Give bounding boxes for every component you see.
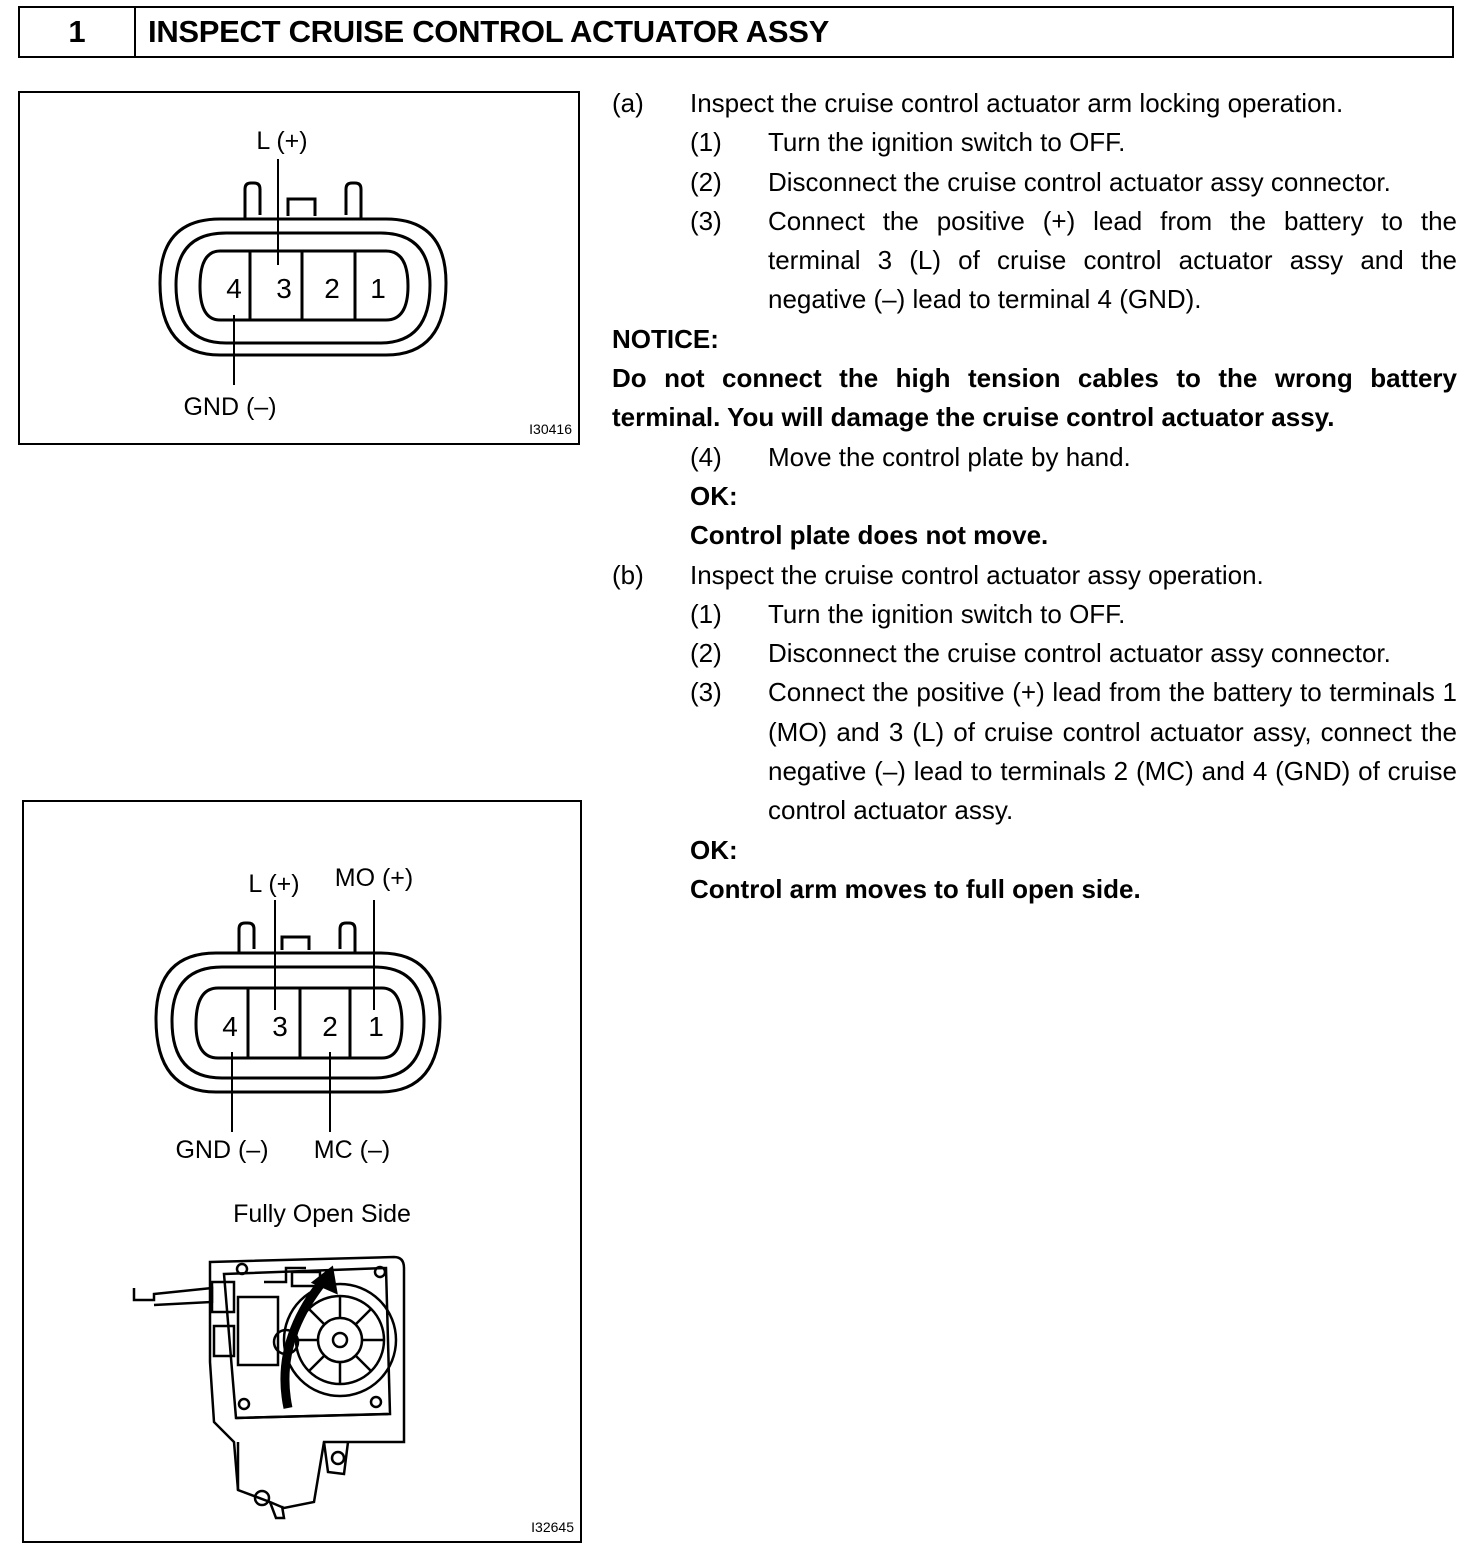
pin-3: 3: [276, 273, 292, 304]
section-b-steps: [690, 595, 1457, 909]
section-a-steps: [690, 123, 1457, 319]
section-a-step4: [690, 438, 1457, 556]
actuator-illustration: [134, 1257, 404, 1518]
step-label: (2): [690, 166, 722, 197]
step-item: [690, 673, 1457, 830]
step-number: 1: [20, 8, 136, 56]
step-label: (3): [690, 677, 722, 708]
connector-diagram-1: [20, 93, 582, 447]
step-item: [690, 202, 1457, 320]
step-header: [18, 6, 1454, 58]
section-b: [612, 556, 1457, 595]
step-label: (4): [690, 441, 722, 472]
pin-3: 3: [272, 1011, 288, 1042]
step-text: Move the control plate by hand.: [768, 441, 1131, 472]
ok-label: OK:: [690, 480, 738, 511]
step-title: INSPECT CRUISE CONTROL ACTUATOR ASSY: [148, 14, 830, 49]
step-label: (1): [690, 598, 722, 629]
pin-4: 4: [222, 1011, 238, 1042]
step-label: (2): [690, 638, 722, 669]
figure-id: I32645: [531, 1519, 574, 1535]
instructions: [612, 84, 1457, 909]
pin-4: 4: [226, 273, 242, 304]
pin-1: 1: [368, 1011, 384, 1042]
section-a-label: (a): [612, 88, 644, 118]
section-a: [612, 84, 1457, 123]
step-text: Connect the positive (+) lead from the battery to terminals 1 (MO) and 3 (L) of cruise control actuator assy, connect the negative (–) lead to terminals 2 (MC) and 4 (GND) of cruise control actuator assy.: [768, 677, 1457, 826]
connector-figure-2: [22, 800, 582, 1543]
ok-text: Control plate does not move.: [690, 520, 1049, 551]
step-text: Turn the ignition switch to OFF.: [768, 598, 1126, 629]
ok-text: Control arm moves to full open side.: [690, 873, 1141, 904]
step-item: [690, 438, 1457, 477]
step-item: [690, 634, 1457, 673]
figure-id: I30416: [529, 421, 572, 437]
label-mo-plus: MO (+): [334, 864, 414, 892]
connector-diagram-2: [24, 802, 584, 1545]
section-b-text: Inspect the cruise control actuator assy operation.: [690, 559, 1264, 590]
step-item: [690, 123, 1457, 162]
label-gnd-minus: GND (–): [175, 1136, 269, 1164]
step-item: [690, 163, 1457, 202]
notice-title: NOTICE:: [612, 323, 719, 354]
step-text: Turn the ignition switch to OFF.: [768, 127, 1126, 158]
step-label: (3): [690, 205, 722, 236]
step-text: Connect the positive (+) lead from the battery to the terminal 3 (L) of cruise control actuator assy and the negative (–) lead to terminal 4 (GND).: [768, 205, 1457, 315]
step-text: Disconnect the cruise control actuator assy connector.: [768, 166, 1391, 197]
label-l-plus: L (+): [248, 870, 300, 898]
label-l-plus: L (+): [256, 127, 308, 155]
pin-1: 1: [370, 273, 386, 304]
section-a-text: Inspect the cruise control actuator arm locking operation.: [690, 88, 1344, 118]
pin-2: 2: [324, 273, 340, 304]
label-mc-minus: MC (–): [313, 1136, 391, 1164]
step-item: [690, 595, 1457, 634]
step-text: Disconnect the cruise control actuator assy connector.: [768, 638, 1391, 669]
ok-label: OK:: [690, 834, 738, 865]
step-label: (1): [690, 127, 722, 158]
section-b-label: (b): [612, 559, 644, 590]
fully-open-side-caption: Fully Open Side: [233, 1200, 411, 1228]
notice-text: Do not connect the high tension cables to the wrong battery terminal. You will damage the cruise control actuator assy.: [612, 363, 1457, 433]
connector-figure-1: [18, 91, 580, 445]
label-gnd-minus: GND (–): [183, 393, 277, 421]
pin-2: 2: [322, 1011, 338, 1042]
